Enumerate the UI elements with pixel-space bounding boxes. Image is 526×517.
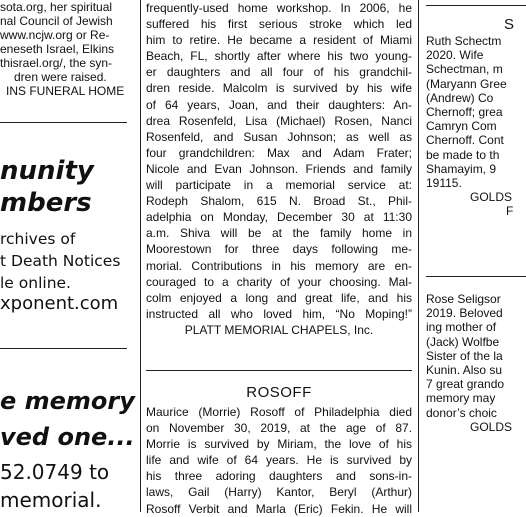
obit-line: Shamayim, 9 [426,161,497,176]
ad-body [0,228,140,294]
column-divider-left [140,0,141,512]
memorial-ad-body [0,458,140,514]
obit-line: couraged to a charity of your choosing. Mal- [146,274,412,289]
right-column [426,0,526,512]
obituary-rosenfeld-continued [146,0,412,338]
obituary-name-heading: S [504,16,515,33]
funeral-home-credit: GOLDS [470,190,513,205]
obit-line: Sister of the la [426,348,503,363]
obit-line: Moorestown for three days following me- [146,242,412,257]
ad-website-link[interactable]: xponent.com [0,293,119,314]
obit-line: suffered his first serious stroke which led [146,17,412,32]
obit-line: 2020. Wife [426,48,484,63]
obit-line: 19115. [426,176,462,191]
obituary-divider [426,5,526,6]
section-divider [0,122,127,123]
obit-line: him to retire. He became a resident of Miami [146,33,412,48]
memorial-ad-body-line: memorial. [0,488,102,512]
memorial-ad-body-line: 52.0749 to [0,460,110,484]
obit-line: Chernoff; grea [426,105,503,120]
obit-line: Maurice (Morrie) Rosoff of Philadelphia died [146,405,412,419]
ad-body-line: t Death Notices [0,252,121,270]
column-divider-right [418,0,419,512]
obit-line: be made to th [426,147,500,162]
obit-line: instructed all who loved him, “No Moping!” [146,306,412,321]
obit-line: thisrael.org/, the syn- [0,56,113,70]
funeral-home-credit: F [506,204,514,219]
obit-line: on November 30, 2019, at the age of 87. [146,421,412,436]
obit-line: Rodeph Shalom, 615 N. Broad St., Phil- [146,194,412,209]
ad-headline-line: nunity [0,156,94,186]
obit-line: donor’s choic [426,405,497,420]
obit-line: (Andrew) Co [426,90,494,105]
obit-line: four grandchildren: Max and Adam Frater; [146,145,412,160]
obit-line: eneseth Israel, Elkins [0,42,115,56]
obit-line: Nicole and Evan Johnson. Friends and family [146,161,412,176]
obit-line: Schectman, m [426,62,503,77]
obituary-seligson [426,292,526,434]
ad-body-line: le online. [0,274,71,292]
obit-line: ing mother of [426,320,497,335]
obit-line: dren reside. Malcolm is survived by his wife [146,81,412,96]
obit-line: memory may [426,391,496,406]
funeral-home-credit: GOLDS [470,419,513,434]
obit-line: www.ncjw.org or Re- [0,28,110,42]
obituary-name-heading: ROSOFF [246,384,312,401]
obit-line: life and wife of 64 years. He is survived by [146,453,412,468]
obit-line: a.m. Shiva will be at the family home in [146,226,412,241]
obituary-snippet-left [0,0,126,98]
obit-line: nal Council of Jewish [0,14,113,28]
obit-line: Camryn Com [426,119,497,134]
obit-line: drea Rosenfeld, Lisa (Michael) Rosen, Nanci [146,113,412,128]
obit-line: sota.org, her spiritual [0,0,113,14]
obit-line: his three adoring daughters and sons-in- [146,469,412,484]
funeral-home-credit: INS FUNERAL HOME [6,84,125,98]
obit-line: Rosoff Verbit and Marla (Eric) Fekin. He will [146,501,412,516]
obit-line: dren were raised. [14,70,107,84]
obit-line: Ruth Schectm [426,34,502,48]
ad-body-line: rchives of [0,230,76,248]
funeral-home-credit: PLATT MEMORIAL CHAPELS, Inc. [184,322,374,337]
obit-line: morial. Contributions in his memory are en- [146,258,412,273]
obituary-schectman [426,34,526,219]
obit-line: Chernoff. Cont [426,133,504,148]
memorial-ad-headline [0,383,140,455]
obit-line: 2019. Beloved [426,306,503,321]
obit-line: frequently-used home workshop. In 2006, he [146,1,412,15]
obituary-divider [426,276,526,277]
obit-line: Beach, FL, shortly after where his two young- [146,49,412,64]
obit-line: will participate in a memorial service at: [146,178,412,193]
obituary-divider [146,370,412,371]
section-divider [0,348,127,349]
obit-line: 7 great grando [426,377,505,392]
obit-line: Morrie is survived by Miriam, the love of his [146,437,412,452]
ad-headline-line: mbers [0,188,92,218]
obit-line: (Maryann Gree [426,76,507,91]
memorial-ad-headline-line: e memory [0,387,135,415]
obit-line: laws, Gail (Harry) Kantor, Beryl (Arthur) [146,485,412,500]
obit-line: Rosenfeld, and Susan Johnson; as well as [146,129,412,144]
obit-line: colm enjoyed a long and great life, and his [146,290,412,305]
ad-headline [0,155,140,219]
middle-column [146,0,416,516]
obit-line: Rose Seligsor [426,292,501,306]
obit-line: Kunin. Also su [426,363,503,378]
memorial-ad-headline-line: ved one... [0,423,135,451]
obit-line: of 64 years, Joan, and their daughters: An- [146,97,412,112]
obituary-rosoff [146,404,412,517]
obit-line: er daughters and all four of his grandchil- [146,65,412,80]
obit-line: adelphia on Monday, December 30 at 11:30 [146,210,412,225]
obit-line: (Jack) Wolfbe [426,334,500,349]
